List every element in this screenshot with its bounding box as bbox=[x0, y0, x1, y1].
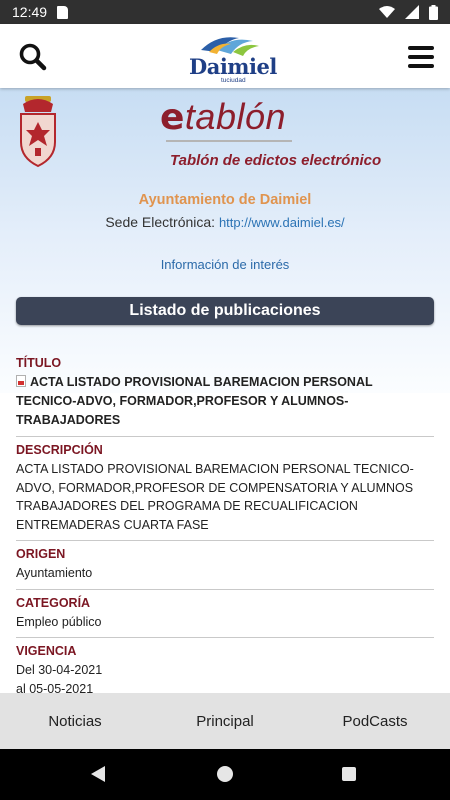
sede-electronica bbox=[0, 214, 450, 230]
field-categoria bbox=[16, 590, 434, 639]
nav-noticias[interactable]: Noticias bbox=[48, 712, 102, 730]
search-button[interactable] bbox=[18, 42, 48, 72]
etablon-brand bbox=[160, 96, 286, 138]
menu-icon-bar bbox=[408, 64, 434, 68]
field-origen bbox=[16, 541, 434, 590]
search-icon bbox=[18, 42, 48, 72]
etablon-subtitle: Tablón de edictos electrónico bbox=[170, 152, 382, 169]
titulo-value: ACTA LISTADO PROVISIONAL BAREMACION PERSONAL TECNICO-ADVO, FORMADOR,PROFESOR Y ALUMNOS-TRABAJADORES bbox=[16, 375, 373, 427]
vigencia-to: al 05-05-2021 bbox=[16, 681, 94, 693]
bottom-nav bbox=[0, 693, 450, 749]
system-nav-bar bbox=[0, 749, 450, 800]
wifi-icon bbox=[379, 6, 395, 19]
info-interes-link[interactable]: Información de interés bbox=[160, 257, 290, 272]
status-bar bbox=[0, 0, 450, 24]
battery-icon bbox=[429, 5, 438, 20]
status-time: 12:49 bbox=[12, 4, 48, 20]
status-icons bbox=[379, 5, 438, 20]
sd-card-icon bbox=[57, 6, 68, 19]
field-titulo bbox=[16, 350, 434, 437]
titulo-label: TÍTULO bbox=[16, 356, 62, 370]
app-header bbox=[0, 24, 450, 88]
main-content[interactable] bbox=[0, 88, 450, 693]
field-descripcion bbox=[16, 437, 434, 541]
descripcion-value: ACTA LISTADO PROVISIONAL BAREMACION PERSONAL TECNICO-ADVO, FORMADOR,PROFESOR DE COMPENSATORIA Y ALUMNOS TRABAJADORES DEL PROGRAMA DE RECUALIFICACION ENTREMADERAS CUARTA FASE bbox=[16, 462, 414, 532]
categoria-value: Empleo público bbox=[16, 614, 102, 629]
vigencia-label: VIGENCIA bbox=[16, 644, 77, 658]
ayuntamiento-title: Ayuntamiento de Daimiel bbox=[138, 192, 312, 208]
etablon-underline bbox=[166, 140, 292, 142]
origen-label: ORIGEN bbox=[16, 547, 66, 561]
logo-subtext: tuciudad bbox=[221, 77, 246, 84]
vigencia-from: Del 30-04-2021 bbox=[16, 663, 103, 677]
sede-link[interactable]: http://www.daimiel.es/ bbox=[218, 215, 345, 230]
home-icon[interactable] bbox=[217, 766, 233, 782]
etablon-brand-e: e bbox=[160, 97, 185, 138]
etablon-banner bbox=[0, 88, 450, 693]
recent-apps-icon[interactable] bbox=[342, 767, 356, 781]
menu-icon-bar bbox=[408, 46, 434, 50]
titulo-value-row[interactable] bbox=[16, 373, 434, 430]
etablon-brand-rest: tablón bbox=[184, 96, 287, 137]
publications-list-header: Listado de publicaciones bbox=[16, 297, 434, 325]
logo-text: Daimiel bbox=[189, 54, 277, 79]
descripcion-label: DESCRIPCIÓN bbox=[16, 443, 103, 457]
coat-of-arms-icon bbox=[17, 94, 59, 168]
pdf-icon bbox=[16, 375, 26, 387]
origen-value: Ayuntamiento bbox=[16, 566, 93, 580]
categoria-label: CATEGORÍA bbox=[16, 595, 91, 610]
menu-button[interactable] bbox=[408, 46, 434, 68]
field-vigencia bbox=[16, 638, 434, 693]
signal-icon bbox=[405, 5, 419, 19]
publication-detail bbox=[16, 350, 434, 693]
back-icon[interactable] bbox=[91, 766, 105, 782]
menu-icon-bar bbox=[408, 55, 434, 59]
sede-label: Sede Electrónica: bbox=[105, 214, 216, 230]
nav-principal[interactable]: Principal bbox=[196, 712, 254, 730]
nav-podcasts[interactable]: PodCasts bbox=[342, 712, 408, 730]
daimiel-logo[interactable] bbox=[187, 32, 277, 84]
